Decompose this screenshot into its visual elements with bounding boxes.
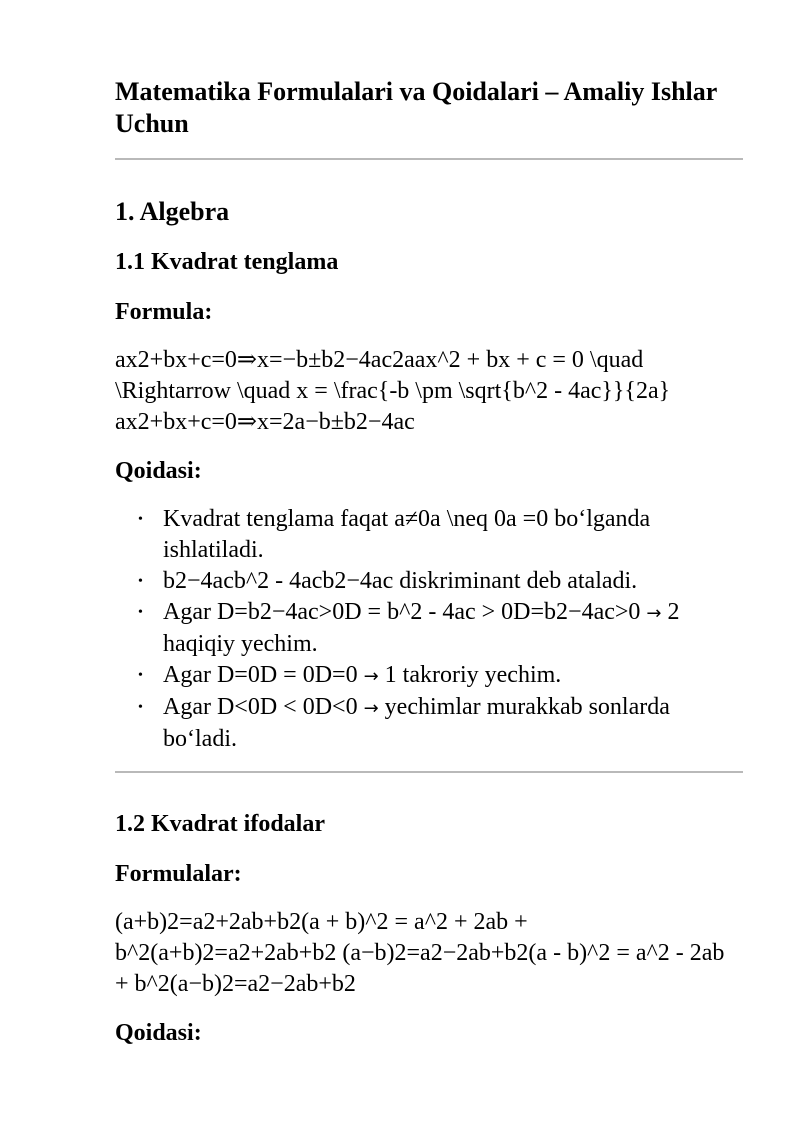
arrow-right-icon: → [363,698,379,719]
rules-label: Qoidasi: [115,1020,202,1046]
document-page [115,76,743,1048]
subsection-heading-quadratic-equation: 1.1 Kvadrat tenglama [115,249,339,275]
subsection-heading-quadratic-expressions: 1.2 Kvadrat ifodalar [115,811,325,837]
section-heading-algebra: 1. Algebra [115,197,230,226]
list-item-text: Agar D<0D < 0D<0 [163,694,364,720]
formula-label: Formula: [115,299,213,325]
bullet-icon: • [138,512,143,527]
square-expansion-formula-text: (a+b)2=a2+2ab+b2(a + b)^2 = a^2 + 2ab + b^2(a+b)2=a2+2ab+b2 (a−b)2=a2−2ab+b2(a - b)^2 = a^2 - 2ab + b^2(a−b)2=a2−2ab+b2 [115,909,725,997]
quadratic-formula-text: ax2+bx+c=0⇒x=−b±b2−4ac2aax^2 + bx + c = 0 \quad \Rightarrow \quad x = \frac{-b \pm \sqrt{b^2 - 4ac}}{2a} ax2+bx+c=0⇒x=2a−b±b2−4ac [115,347,671,435]
list-item-text: b2−4acb^2 - 4acb2−4ac diskriminant deb ataladi. [163,568,638,594]
bullet-icon: • [138,700,143,715]
list-item [115,504,743,566]
list-item-text: 1 takroriy yechim. [378,662,562,688]
list-item-text: Agar D=0D = 0D=0 [163,662,364,688]
list-item-text: Agar D=b2−4ac>0D = b^2 - 4ac > 0D=b2−4ac>0 [163,599,647,625]
list-item [115,660,743,692]
list-item-text: 2 haqiqiy yechim. [163,599,680,657]
list-item [115,566,743,597]
list-item-text: Kvadrat tenglama faqat a≠0a \neq 0a =0 bo‘lganda ishlatiladi. [163,506,651,563]
rules-label: Qoidasi: [115,458,202,484]
bullet-icon: • [138,574,143,589]
list-item [115,692,743,755]
bullet-icon: • [138,605,143,620]
horizontal-divider [115,158,743,160]
rules-list [115,504,743,755]
horizontal-divider [115,771,743,773]
bullet-icon: • [138,668,143,683]
arrow-right-icon: → [363,666,379,687]
list-item [115,597,743,660]
list-item-text: yechimlar murakkab sonlarda bo‘ladi. [163,694,670,752]
arrow-right-icon: → [646,603,662,624]
formulas-label: Formulalar: [115,861,242,887]
document-title: Matematika Formulalari va Qoidalari – Amaliy Ishlar Uchun [115,77,717,138]
